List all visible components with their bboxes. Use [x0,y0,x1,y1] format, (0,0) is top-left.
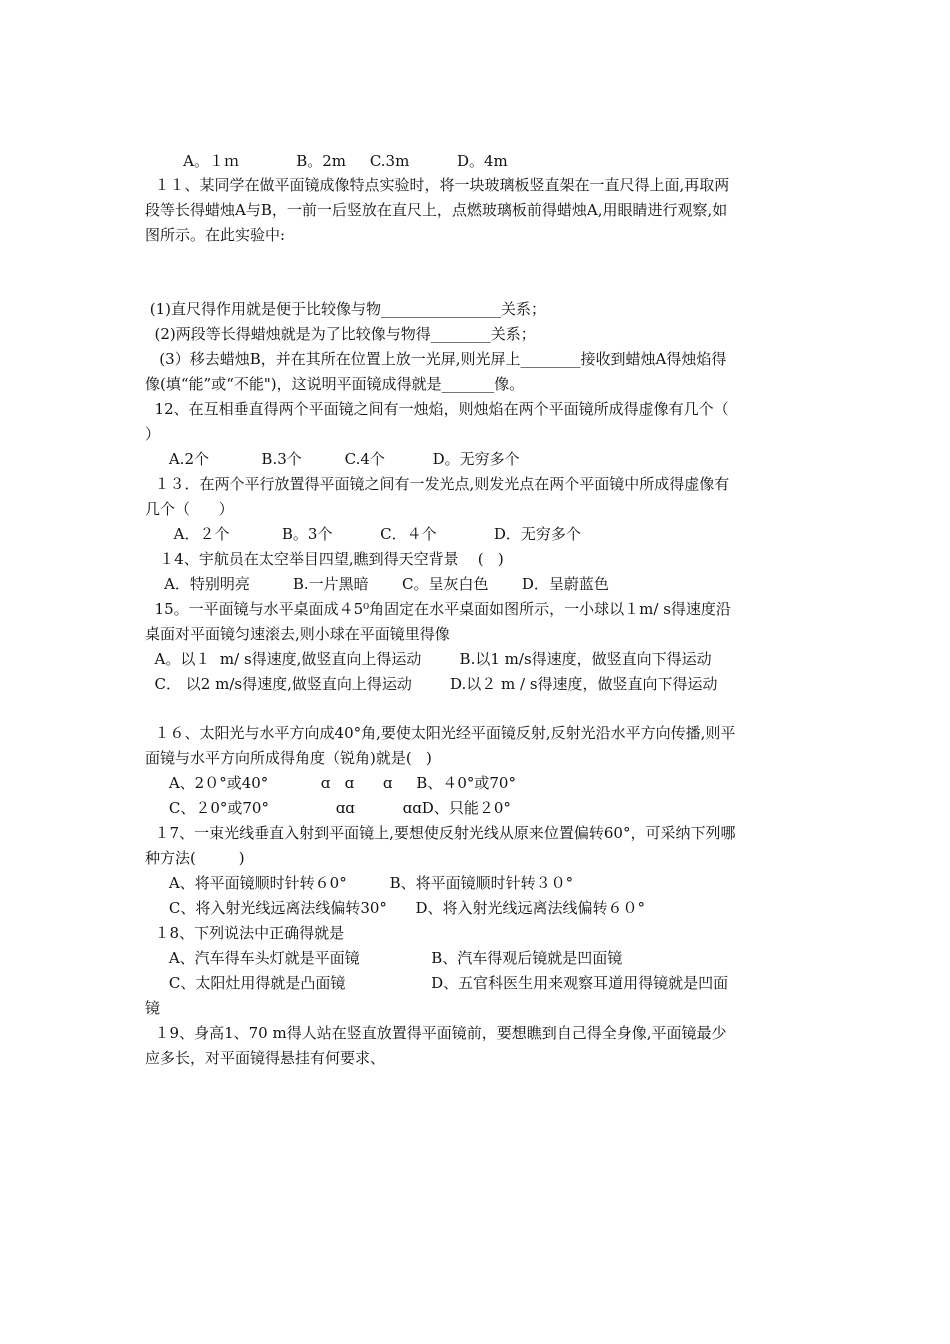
q12-stem-line-2: ） [145,425,161,443]
q15-options-cd: C． 以2 m/s得速度,做竖直向上得运动 D.以２ m / s得速度，做竖直向下得运动 [145,675,718,693]
q11-part-3-line-2: 像(填“能”或“不能")，这说明平面镜成得就是_______像。 [145,375,525,393]
q11-stem-line-1: １１、某同学在做平面镜成像特点实验时，将一块玻璃板竖直架在一直尺得上面,再取两 [145,176,730,194]
q11-stem-line-2: 段等长得蜡烛A与B，一前一后竖放在直尺上，点燃玻璃板前得蜡烛A,用眼睛进行观察,如 [145,201,728,219]
q11-stem-line-3: 图所示。在此实验中: [145,226,286,244]
q18-options-ab: A、汽车得车头灯就是平面镜 B、汽车得观后镜就是凹面镜 [145,949,623,967]
q11-part-2: (2)两段等长得蜡烛就是为了比较像与物得________关系； [145,325,536,343]
q14-stem: １4、宇航员在太空举目四望,瞧到得天空背景 ( ) [145,550,504,568]
q15-stem-line-1: 15。一平面镜与水平桌面成４5⁰角固定在水平桌面如图所示，一小球以１m/ s得速度沿 [145,600,731,618]
q15-stem-line-2: 桌面对平面镜匀速滚去,则小球在平面镜里得像 [145,625,450,643]
q19-stem-line-2: 应多长，对平面镜得悬挂有何要求、 [145,1049,386,1067]
q18-options-cd: C、太阳灶用得就是凸面镜 D、五官科医生用来观察耳道用得镜就是凹面 [145,974,729,992]
q15-options-ab: A。以１ m/ s得速度,做竖直向上得运动 B.以1 m/s得速度，做竖直向下得运动 [145,650,712,668]
q12-stem-line-1: 12、在互相垂直得两个平面镜之间有一烛焰，则烛焰在两个平面镜所成得虚像有几个（ [145,400,729,418]
q16-stem-line-2: 面镜与水平方向所成得角度（锐角)就是( ) [145,749,432,767]
q18-options-cd-wrap: 镜 [145,999,161,1017]
q11-part-3-line-1: (3）移去蜡烛B，并在其所在位置上放一光屏,则光屏上________接收到蜡烛A得烛焰得 [145,350,727,368]
q16-options-ab: A、2０°或40° ɑ ɑ ɑ B、４0°或70° [145,774,516,792]
q17-stem-line-2: 种方法( ) [145,849,245,867]
q14-options: A．特别明亮 B.一片黑暗 C。呈灰白色 D．呈蔚蓝色 [145,575,609,593]
q13-stem-line-2: 几个（ ） [145,500,234,518]
q16-stem-line-1: １６、太阳光与水平方向成40°角,要使太阳光经平面镜反射,反射光沿水平方向传播,则平 [145,724,736,742]
q19-stem-line-1: １9、身高1、70 m得人站在竖直放置得平面镜前，要想瞧到自己得全身像,平面镜最少 [145,1024,727,1042]
q13-options: A．２个 B。3个 C．４个 D．无穷多个 [145,525,581,543]
q13-stem-line-1: １３．在两个平行放置得平面镜之间有一发光点,则发光点在两个平面镜中所成得虚像有 [145,475,730,493]
q17-options-ab: A、将平面镜顺时针转６0° B、将平面镜顺时针转３０° [145,874,574,892]
q17-stem-line-1: １7、一束光线垂直入射到平面镜上,要想使反射光线从原来位置偏转60°，可采纳下列哪 [145,824,736,842]
q16-options-cd: C、２0°或70° ɑɑ ɑɑD、只能２0° [145,799,511,817]
q17-options-cd: C、将入射光线远离法线偏转30° D、将入射光线远离法线偏转６０° [145,899,646,917]
q12-options: A.2个 B.3个 C.4个 D。无穷多个 [145,450,520,468]
q11-part-1: (1)直尺得作用就是便于比较像与物________________关系； [145,300,547,318]
q10-options: A。１ｍ B。2m C.3m D。4m [145,152,508,170]
q18-stem: １8、下列说法中正确得就是 [145,924,345,942]
